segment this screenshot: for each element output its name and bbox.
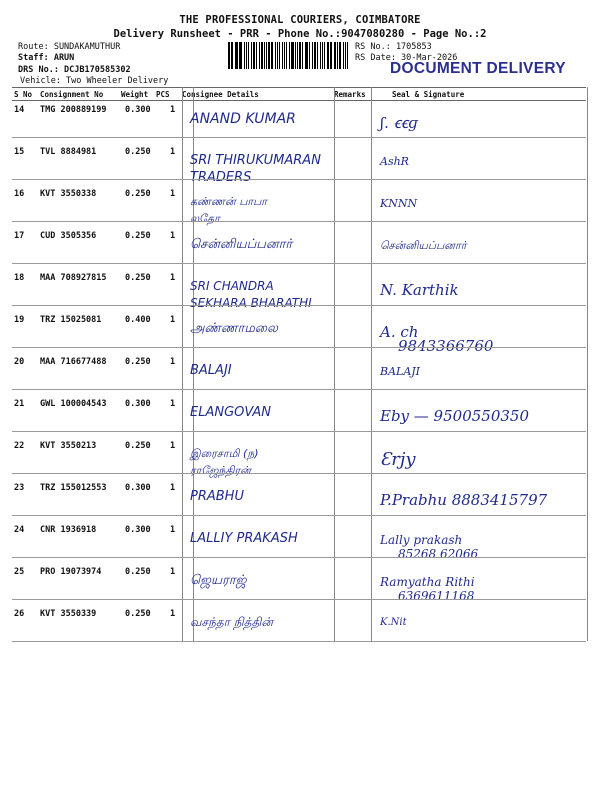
runsheet-subtitle: Delivery Runsheet - PRR - Phone No.:9047080280 - Page No.:2 [113, 28, 487, 40]
row-divider [12, 305, 586, 306]
consignment-number: CNR 1936918 [40, 525, 97, 535]
weight-value: 0.250 [125, 567, 151, 577]
row-serial: 20 [14, 357, 25, 367]
staff-label: Staff: ARUN [18, 53, 75, 63]
consignee-name: ராஜேந்திரன் [190, 464, 251, 477]
consignee-name: அண்ணாமலை [190, 321, 278, 336]
consignee-name: TRADERS [190, 170, 252, 185]
row-serial: 14 [14, 105, 25, 115]
weight-value: 0.300 [125, 105, 151, 115]
consignee-name: LALLIY PRAKASH [190, 531, 298, 546]
column-header: PCS [156, 90, 170, 99]
row-serial: 24 [14, 525, 25, 535]
table-top-rule [12, 87, 586, 88]
consignment-number: TRZ 15025081 [40, 315, 102, 325]
row-divider [12, 347, 586, 348]
column-divider [587, 87, 588, 641]
row-divider [12, 557, 586, 558]
row-serial: 19 [14, 315, 25, 325]
consignee-name: SEKHARA BHARATHI [190, 296, 312, 310]
pieces-count: 1 [170, 189, 176, 199]
weight-value: 0.300 [125, 483, 151, 493]
recipient-signature: KNNN [380, 197, 418, 210]
weight-value: 0.250 [125, 147, 151, 157]
row-serial: 22 [14, 441, 25, 451]
row-divider [12, 179, 586, 180]
weight-value: 0.250 [125, 441, 151, 451]
column-header: S No [14, 90, 33, 99]
consignment-number: TVL 8884981 [40, 147, 97, 157]
column-header: Consignment No [40, 90, 104, 99]
document-delivery-stamp: DOCUMENT DELIVERY [390, 60, 566, 77]
consignment-number: KVT 3550213 [40, 441, 97, 451]
table-header-rule [12, 100, 586, 101]
row-divider [12, 473, 586, 474]
row-divider [12, 431, 586, 432]
recipient-signature: சென்னியப்பனார் [380, 239, 467, 252]
consignee-name: சென்னியப்பனார் [190, 237, 293, 252]
pieces-count: 1 [170, 357, 176, 367]
pieces-count: 1 [170, 315, 176, 325]
pieces-count: 1 [170, 567, 176, 577]
row-serial: 17 [14, 231, 25, 241]
row-serial: 16 [14, 189, 25, 199]
recipient-signature: 6369611168 [398, 589, 475, 603]
consignment-number: KVT 3550339 [40, 609, 97, 619]
consignee-name: SRI THIRUKUMARAN [190, 153, 321, 168]
recipient-signature: 85268 62066 [398, 547, 479, 561]
pieces-count: 1 [170, 231, 176, 241]
consignee-name: லதோ [190, 212, 220, 225]
recipient-signature: Lally prakash [380, 533, 463, 547]
consignment-number: MAA 708927815 [40, 273, 107, 283]
pieces-count: 1 [170, 147, 176, 157]
pieces-count: 1 [170, 105, 176, 115]
consignee-name: PRABHU [190, 489, 244, 504]
rs-number: RS No.: 1705853 [355, 42, 432, 52]
vehicle-label: Vehicle: Two Wheeler Delivery [20, 76, 169, 86]
row-serial: 18 [14, 273, 25, 283]
consignee-name: வசந்தா நித்தின் [190, 615, 273, 629]
runsheet-title: THE PROFESSIONAL COURIERS, COIMBATORE [179, 14, 421, 26]
consignee-name: SRI CHANDRA [190, 279, 274, 293]
consignment-number: GWL 100004543 [40, 399, 107, 409]
consignment-number: CUD 3505356 [40, 231, 97, 241]
rs-date: RS Date: 30-Mar-2026 [355, 53, 458, 63]
consignee-name: ELANGOVAN [190, 405, 272, 420]
weight-value: 0.250 [125, 273, 151, 283]
route-label: Route: SUNDAKAMUTHUR [18, 42, 121, 52]
consignment-number: MAA 716677488 [40, 357, 107, 367]
recipient-signature: Ramyatha Rithi [380, 575, 475, 589]
consignment-number: TMG 200889199 [40, 105, 107, 115]
weight-value: 0.250 [125, 189, 151, 199]
consignment-number: TRZ 155012553 [40, 483, 107, 493]
recipient-signature: N. Karthik [380, 281, 459, 299]
recipient-signature: K.Nit [380, 617, 407, 628]
barcode [228, 42, 350, 69]
weight-value: 0.300 [125, 399, 151, 409]
row-serial: 26 [14, 609, 25, 619]
drs-number: DRS No.: DCJB170585302 [18, 65, 131, 75]
row-serial: 21 [14, 399, 25, 409]
weight-value: 0.250 [125, 609, 151, 619]
weight-value: 0.250 [125, 231, 151, 241]
weight-value: 0.250 [125, 357, 151, 367]
recipient-signature: Eby — 9500550350 [380, 407, 529, 425]
recipient-signature: AshR [380, 155, 409, 168]
pieces-count: 1 [170, 273, 176, 283]
recipient-signature: A. ch [380, 323, 419, 341]
row-divider [12, 221, 586, 222]
pieces-count: 1 [170, 609, 176, 619]
column-header: Seal & Signature [392, 90, 465, 99]
recipient-signature: 9843366760 [398, 337, 494, 355]
row-serial: 25 [14, 567, 25, 577]
weight-value: 0.300 [125, 525, 151, 535]
column-header: Consignee Details [182, 90, 259, 99]
row-serial: 23 [14, 483, 25, 493]
weight-value: 0.400 [125, 315, 151, 325]
pieces-count: 1 [170, 525, 176, 535]
consignment-number: PRO 19073974 [40, 567, 102, 577]
consignee-name: இரைசாமி (ந) [190, 447, 259, 460]
column-header: Remarks [334, 90, 366, 99]
consignee-name: ANAND KUMAR [190, 111, 296, 127]
row-divider [12, 641, 586, 642]
recipient-signature: ʃ. ꞓꞓɡ [380, 114, 418, 132]
pieces-count: 1 [170, 441, 176, 451]
recipient-signature: BALAJI [380, 365, 421, 378]
consignee-name: BALAJI [190, 363, 232, 378]
recipient-signature: P.Prabhu 8883415797 [380, 491, 548, 509]
row-divider [12, 389, 586, 390]
row-divider [12, 599, 586, 600]
row-divider [12, 137, 586, 138]
consignee-name: கண்ணன் பாபா [190, 195, 268, 208]
column-header: Weight [121, 90, 149, 99]
consignment-number: KVT 3550338 [40, 189, 97, 199]
row-serial: 15 [14, 147, 25, 157]
recipient-signature: Ɛrjy [380, 449, 416, 470]
row-divider [12, 515, 586, 516]
row-divider [12, 263, 586, 264]
pieces-count: 1 [170, 399, 176, 409]
consignee-name: ஜெயராஜ் [190, 573, 247, 588]
pieces-count: 1 [170, 483, 176, 493]
